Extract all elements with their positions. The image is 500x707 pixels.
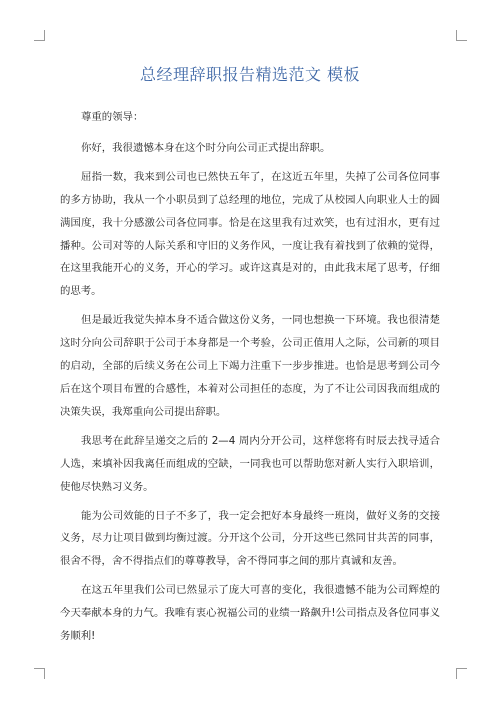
paragraph-1: 你好，我很遗憾本身在这个时分向公司正式提出辞职。	[81, 141, 331, 154]
crop-mark-top-left	[34, 30, 45, 41]
crop-mark-bottom-right	[456, 668, 467, 679]
paragraph-5: 能为公司效能的日子不多了，我一定会把好本身最终一班岗，做好义务的交接义务，尽力让项目做到均衡过渡。分开这个公司，分开这些已然同甘共苦的同事，很舍不得，舍不得指点们的尊尊教导，舍不得同事之间的那片真诚和友善。	[60, 509, 440, 568]
salutation: 尊重的领导：	[81, 111, 144, 123]
paragraph-6: 在这五年里我们公司已然显示了庞大可喜的变化，我很遗憾不能为公司辉煌的今天奉献本身的力气。我唯有衷心祝福公司的业绩一路飙升!公司指点及各位同事义务顺利!	[60, 584, 440, 643]
paragraph-4: 我思考在此辞呈递交之后的 2—4 周内分开公司，这样您将有时辰去找寻适合人选，来填补因我离任而组成的空缺，一同我也可以帮助您对新人实行入职培训，使他尽快熟习义务。	[60, 434, 440, 493]
paragraph-2: 屈指一数，我来到公司也已然快五年了，在这近五年里，失掉了公司各位同事的多方协助，我从一个小职员到了总经理的地位，完成了从校园人向职业人士的圆满国度，我十分感激公司各位同事。恰是在这里我有过欢笑，也有过泪水，更有过播种。公司对等的人际关系和守旧的义务作风，一度让我有着找到了依赖的觉得，在这里我能开心的义务，开心的学习。或许这真是对的，由此我末尾了思考，仔细的思考。	[60, 170, 440, 298]
document-title: 总经理辞职报告精选范文 模板	[139, 65, 361, 84]
paragraph-3: 但是最近我觉失掉本身不适合做这份义务，一同也想换一下环境。我也很清楚这时分向公司辞职于公司于本身都是一个考验，公司正值用人之际，公司新的项目的启动，全部的后续义务在公司上下竭力注重下一步步推进。也恰是思考到公司今后在这个项目布置的合感性，本着对公司担任的态度，为了不让公司因我而组成的决策失误，我郑重向公司提出辞职。	[60, 314, 440, 418]
crop-mark-top-right	[456, 30, 467, 41]
crop-mark-bottom-left	[34, 668, 45, 679]
document-body	[60, 106, 440, 654]
